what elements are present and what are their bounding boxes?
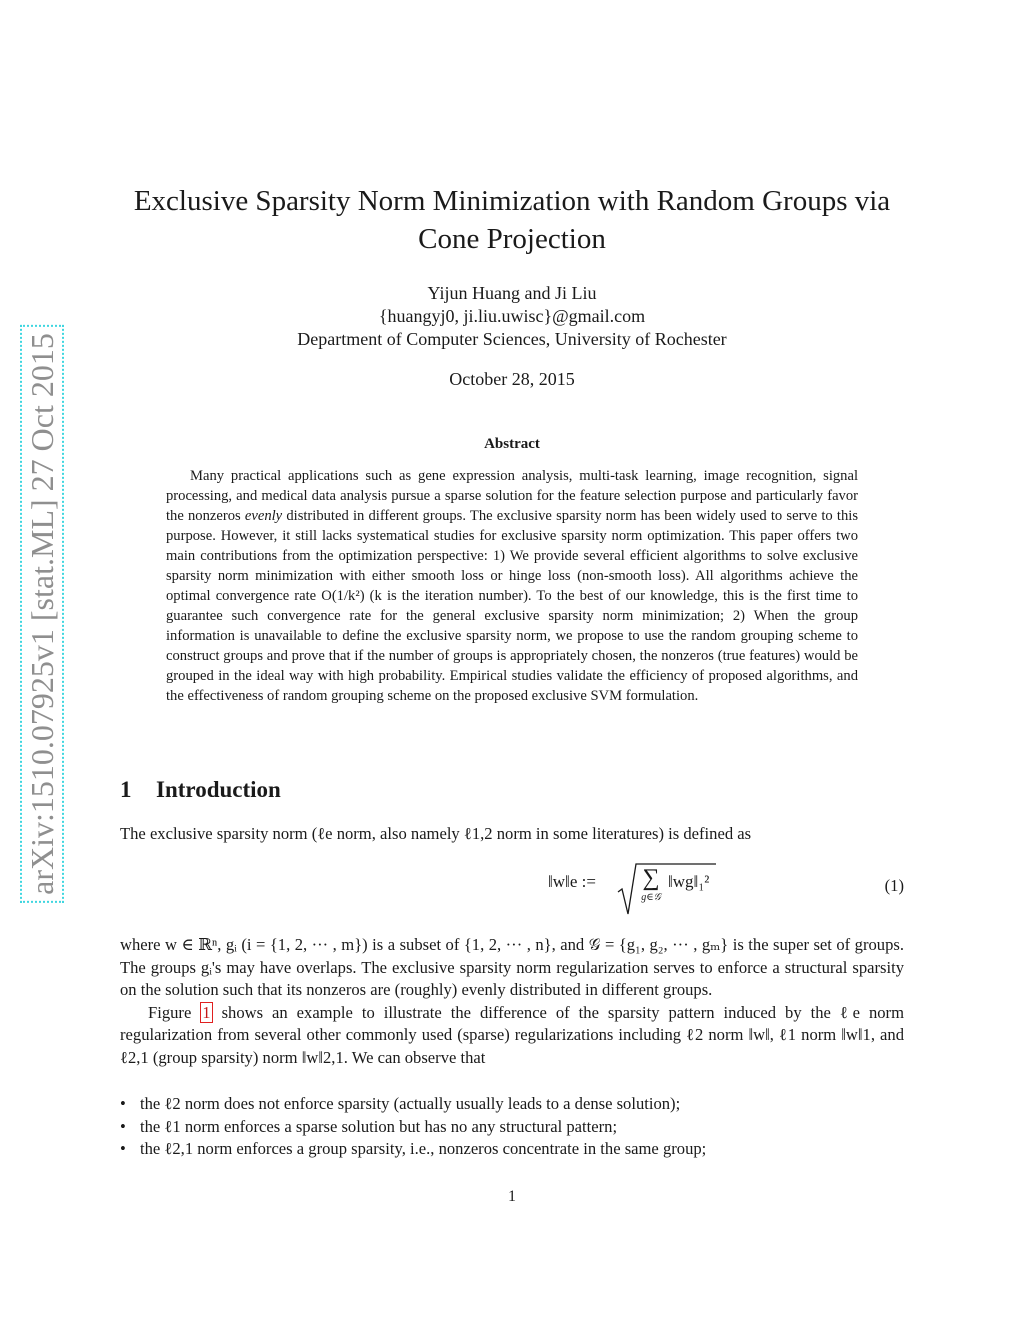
list-item: • the ℓ1 norm enforces a sparse solution but has no any structural pattern;	[120, 1116, 904, 1139]
figure-para-after: shows an example to illustrate the difference of the sparsity pattern induced by the ℓe norm regularization from several other commonly used (sparse) regularizations including ℓ2 norm ‖w‖, ℓ1 norm ‖w‖1, and ℓ2,1 (group sparsity) norm ‖w‖2,1. We can observe that	[120, 1002, 904, 1067]
abstract-text-part2: distributed in different groups. The exclusive sparsity norm has been widely used to serve to this purpose. However, it still lacks systematical studies for exclusive sparsity norm optimization. This paper offers two main contributions from the optimization perspective: 1) We provide several efficient algorithms to solve exclusive sparsity norm minimization with either smooth loss or hinge loss (non-smooth loss). All algorithms achieve the optimal convergence rate O(1/k²) (k is the iteration number). To the best of our knowledge, this is the first time to guarantee such convergence rate for the general exclusive sparsity norm minimization; 2) When the group information is unavailable to define the exclusive sparsity norm, we propose to use the random grouping scheme to construct groups and prove that if the number of groups is appropriately chosen, the nonzeros (true features) would be grouped in the ideal way with high probability. Empirical studies validate the efficiency of proposed algorithms, and the effectiveness of random grouping scheme on the proposed exclusive SVM formulation.	[166, 508, 859, 704]
author-affiliation: Department of Computer Sciences, University of Rochester	[297, 329, 727, 349]
equation-summand: ‖wg‖₁²	[668, 872, 710, 891]
definition-paragraph	[120, 934, 904, 1069]
paper-date: October 28, 2015	[449, 369, 575, 389]
figure-para-before: Figure	[148, 1002, 201, 1022]
equation-lhs: ‖w‖e :=	[548, 872, 596, 891]
arxiv-identifier-stamp[interactable]: arXiv:1510.07925v1 [stat.ML] 27 Oct 2015	[20, 325, 64, 903]
paper-title: Exclusive Sparsity Norm Minimization with Random Groups via Cone Projection	[133, 185, 891, 255]
intro-sentence: The exclusive sparsity norm (ℓe norm, also namely ℓ1,2 norm in some literatures) is defined as	[120, 824, 752, 843]
abstract-body	[166, 466, 858, 706]
author-names: Yijun Huang and Ji Liu	[427, 283, 597, 303]
author-block	[120, 282, 904, 351]
section-title: Introduction	[156, 777, 281, 802]
sum-symbol: ∑	[642, 865, 660, 891]
abstract-heading: Abstract	[484, 436, 540, 452]
list-item: • the ℓ2,1 norm enforces a group sparsity, i.e., nonzeros concentrate in the same group;	[120, 1138, 904, 1161]
page-number: 1	[508, 1188, 516, 1205]
where-paragraph: where w ∈ ℝⁿ, gᵢ (i = {1, 2, ··· , m}) is a subset of {1, 2, ··· , n}, and 𝒢 = {g₁, g₂, ··· , gₘ} is the super set of groups. The groups gᵢ's may have overlaps. The exclusive sparsity norm regularization serves to enforce a structural sparsity on the solution such that its nonzeros are (roughly) evenly distributed in different groups.	[120, 935, 904, 999]
sum-operator	[636, 866, 666, 903]
equation-1	[120, 858, 904, 918]
observation-list	[120, 1093, 904, 1161]
figure-1-reference-link[interactable]: 1	[202, 1002, 211, 1022]
intro-paragraph	[120, 823, 904, 846]
abstract-text-part1: Many practical applications such as gene expression analysis, multi-task learning, image recognition, signal processing, and medical data analysis pursue a sparse solution for the feature selection purpose and particularly favor the nonzeros	[166, 468, 858, 524]
section-number: 1	[120, 777, 132, 802]
abstract-emphasis: evenly	[244, 508, 283, 524]
figure-paragraph	[120, 1002, 904, 1070]
section-heading-introduction	[120, 777, 281, 803]
equation-number: (1)	[884, 876, 904, 895]
sum-subscript: g∈𝒢	[641, 892, 661, 903]
list-item: • the ℓ2 norm does not enforce sparsity (actually usually leads to a dense solution);	[120, 1093, 904, 1116]
author-emails: {huangyj0, ji.liu.uwisc}@gmail.com	[378, 306, 646, 326]
arxiv-sidebar	[0, 0, 80, 1325]
